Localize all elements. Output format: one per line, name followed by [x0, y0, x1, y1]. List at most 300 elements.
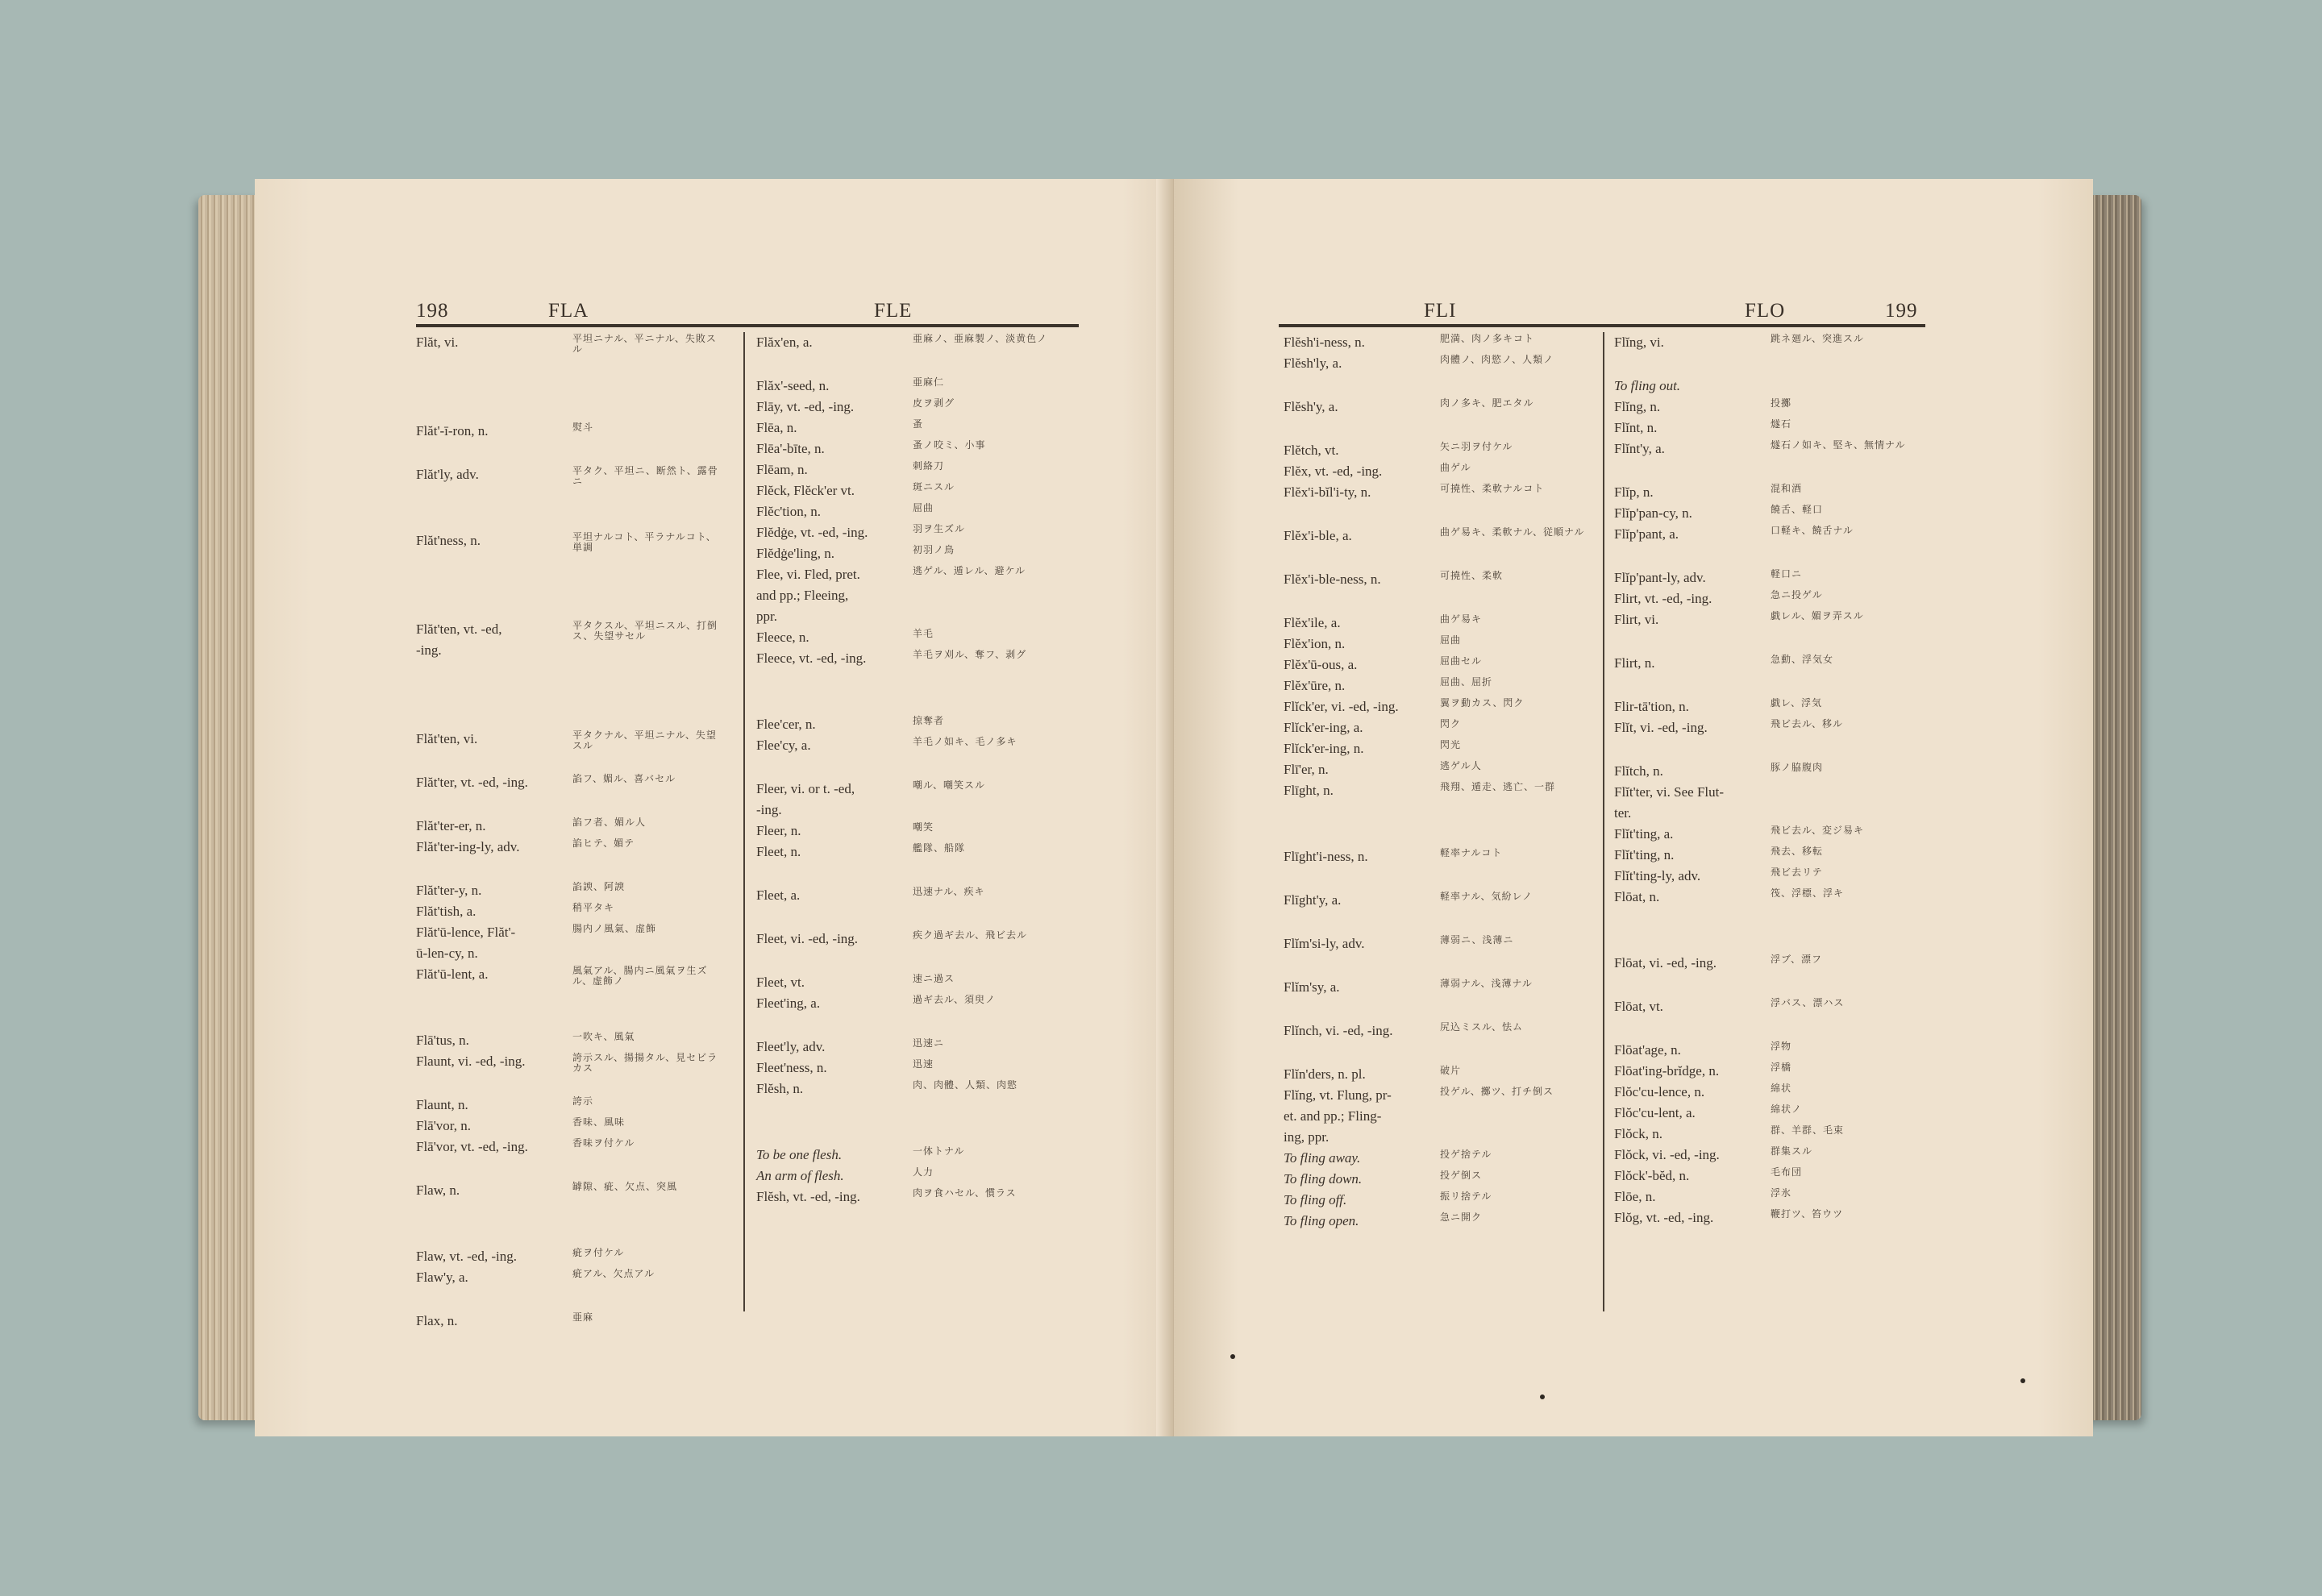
page-number: 199: [1885, 300, 1918, 322]
japanese-gloss: 飛ビ去リテ: [1771, 867, 1823, 878]
dictionary-entry: [756, 993, 1103, 1014]
japanese-gloss: 艦隊、船隊: [913, 842, 966, 854]
japanese-gloss: 筏、浮標、浮キ: [1771, 887, 1845, 899]
headword: Flĕx'i-bĭl'i-ty, n.: [1284, 484, 1371, 500]
japanese-gloss: 亜麻ノ、亜麻製ノ、淡黄色ノ: [913, 333, 1048, 344]
japanese-gloss: 豚ノ脇腹肉: [1771, 762, 1824, 773]
dictionary-entry: [1614, 438, 1961, 459]
column-rule: [743, 332, 745, 1311]
dictionary-entry: [1284, 675, 1630, 696]
dictionary-entry: [756, 929, 1103, 950]
headword: ppr.: [756, 609, 777, 624]
headword: Flĕdġe, vt. -ed, -ing.: [756, 525, 868, 540]
japanese-gloss: 疾ク過ギ去ル、飛ビ去ル: [913, 929, 1028, 941]
headword: Flĭt'ting-ly, adv.: [1614, 868, 1701, 883]
dictionary-entry: [1284, 440, 1630, 461]
dictionary-entry: [1284, 634, 1630, 655]
headword: -ing.: [416, 642, 442, 658]
dictionary-entry: [756, 735, 1103, 756]
headword: To fling down.: [1284, 1171, 1363, 1187]
japanese-gloss: 饒舌、軽口: [1771, 504, 1824, 515]
japanese-gloss: 迅速ナル、疾キ: [913, 886, 985, 897]
japanese-gloss: 屈曲、屈折: [1440, 676, 1493, 688]
japanese-gloss: 香味、風味: [572, 1116, 626, 1128]
dictionary-entry: [416, 729, 763, 750]
dictionary-entry: [1284, 846, 1630, 867]
japanese-gloss: 急ニ開ク: [1440, 1212, 1483, 1223]
japanese-gloss: 平タクナル、平坦ニナル、失望スル: [572, 729, 717, 751]
headword: Flŏg, vt. -ed, -ing.: [1614, 1210, 1714, 1225]
japanese-gloss: 迅速ニ: [913, 1037, 945, 1049]
japanese-gloss: 閃光: [1440, 739, 1462, 750]
dictionary-entry: [1284, 353, 1630, 374]
japanese-gloss: 口軽キ、饒舌ナル: [1771, 525, 1854, 536]
japanese-gloss: 群、羊群、毛束: [1771, 1124, 1845, 1136]
dictionary-entry: [1614, 332, 1961, 353]
headword: Flŏc'cu-lent, a.: [1614, 1105, 1696, 1120]
japanese-gloss: 過ギ去ル、須臾ノ: [913, 994, 997, 1005]
japanese-gloss: 肉ノ多キ、肥エタル: [1440, 397, 1534, 409]
japanese-gloss: 刺絡刀: [913, 460, 945, 472]
headword: Flēa, n.: [756, 420, 797, 435]
right-column-1: [1284, 332, 1630, 1232]
guide-word-first: FLA: [548, 300, 589, 322]
headword: ter.: [1614, 805, 1632, 821]
headword: Flī'er, n.: [1284, 762, 1329, 777]
japanese-gloss: 翼ヲ動カス、閃ク: [1440, 697, 1525, 709]
dictionary-entry: [416, 421, 763, 442]
dictionary-entry: [1614, 845, 1961, 866]
dictionary-entry: [1614, 761, 1961, 782]
headword: An arm of flesh.: [756, 1168, 844, 1183]
japanese-gloss: 曲ゲル: [1440, 462, 1471, 473]
right-page: [1174, 179, 2093, 1436]
japanese-gloss: 鞭打ツ、笞ウツ: [1771, 1208, 1844, 1220]
japanese-gloss: 軽口ニ: [1771, 568, 1803, 580]
dictionary-entry: [1284, 461, 1630, 482]
running-head-right: [1279, 297, 1925, 327]
japanese-gloss: 浮バス、漂ハス: [1771, 997, 1845, 1008]
headword: Flĭng, vt. Flung, pr-: [1284, 1087, 1392, 1103]
headword: Flăt'ter-ing-ly, adv.: [416, 839, 520, 854]
dictionary-entry: [756, 332, 1103, 353]
japanese-gloss: 浮氷: [1771, 1187, 1792, 1199]
dictionary-entry: [1284, 1211, 1630, 1232]
headword: Fleet'ness, n.: [756, 1060, 827, 1075]
dictionary-entry: [416, 1051, 763, 1072]
headword: Flĭp'pan-cy, n.: [1614, 505, 1692, 521]
dictionary-entry: [1614, 803, 1961, 824]
japanese-gloss: 跳ネ廻ル、突進スル: [1771, 333, 1865, 344]
japanese-gloss: 浮ブ、漂フ: [1771, 954, 1823, 965]
japanese-gloss: 平タクスル、平坦ニスル、打倒ス、失望サセル: [572, 620, 718, 642]
headword: To fling away.: [1284, 1150, 1361, 1166]
dictionary-entry: [1614, 1124, 1961, 1145]
headword: Flā'tus, n.: [416, 1033, 469, 1048]
headword: Flĕx'ūre, n.: [1284, 678, 1346, 693]
headword: -ing.: [756, 802, 782, 817]
left-page: [255, 179, 1198, 1436]
headword: Flăt, vi.: [416, 335, 459, 350]
dictionary-entry: [756, 585, 1103, 606]
headword: Flĭt, vi. -ed, -ing.: [1614, 720, 1708, 735]
japanese-gloss: 逃ゲル、遁レル、避ケル: [913, 565, 1026, 576]
japanese-gloss: 逃ゲル人: [1440, 760, 1482, 771]
headword: Flăt'ten, vt. -ed,: [416, 621, 502, 637]
headword: Flĭn'ders, n. pl.: [1284, 1066, 1366, 1082]
japanese-gloss: 浮橋: [1771, 1062, 1792, 1073]
headword: Flĕsh'y, a.: [1284, 399, 1338, 414]
page-number: 198: [416, 300, 449, 322]
headword: Fleet, vt.: [756, 975, 805, 990]
japanese-gloss: 戯レ、浮気: [1771, 697, 1823, 709]
headword: ū-len-cy, n.: [416, 946, 478, 961]
right-column-2: [1614, 332, 1961, 1228]
dictionary-entry: [756, 1079, 1103, 1099]
headword: Flir-tā'tion, n.: [1614, 699, 1689, 714]
japanese-gloss: 諂諛、阿諛: [572, 881, 626, 892]
headword: Fleece, n.: [756, 630, 809, 645]
japanese-gloss: 羊毛ヲ刈ル、奪フ、剥グ: [913, 649, 1027, 660]
guide-word-first: FLI: [1424, 300, 1457, 322]
dictionary-entry: [1284, 1148, 1630, 1169]
japanese-gloss: 薄弱ニ、浅薄ニ: [1440, 934, 1514, 946]
headword: Flax, n.: [416, 1313, 458, 1328]
headword: et. and pp.; Fling-: [1284, 1108, 1382, 1124]
headword: Flĭng, vi.: [1614, 335, 1664, 350]
dictionary-entry: [1284, 759, 1630, 780]
headword: Flĕx'ile, a.: [1284, 615, 1341, 630]
dictionary-entry: [1614, 609, 1961, 630]
headword: Flĕsh, n.: [756, 1081, 804, 1096]
headword: Flōat'ing-brĭdge, n.: [1614, 1063, 1720, 1079]
dictionary-entry: [756, 543, 1103, 564]
headword: Flĭnt, n.: [1614, 420, 1658, 435]
headword: Flōat, vt.: [1614, 999, 1663, 1014]
dictionary-entry: [416, 1246, 763, 1267]
japanese-gloss: 可撓性、柔軟ナルコト: [1440, 483, 1545, 494]
headword: Flăt'ter-er, n.: [416, 818, 486, 833]
japanese-gloss: 嘲笑: [913, 821, 934, 833]
headword: Flăt'ū-lence, Flăt'-: [416, 925, 516, 940]
headword: Flĕx'i-ble, a.: [1284, 528, 1352, 543]
dictionary-entry: [1284, 1190, 1630, 1211]
dictionary-entry: [756, 480, 1103, 501]
dictionary-entry: [1614, 1207, 1961, 1228]
headword: Flĕdġe'ling, n.: [756, 546, 835, 561]
guide-word-last: FLE: [874, 300, 913, 322]
dictionary-entry: [1284, 655, 1630, 675]
headword: ing, ppr.: [1284, 1129, 1330, 1145]
headword: Flĭm'si-ly, adv.: [1284, 936, 1365, 951]
dictionary-entry: [1284, 717, 1630, 738]
dictionary-entry: [756, 418, 1103, 438]
japanese-gloss: 腸内ノ風氣、虚飾: [572, 923, 657, 934]
headword: Flĭck'er-ing, n.: [1284, 741, 1364, 756]
japanese-gloss: 人力: [913, 1166, 934, 1178]
headword: Flirt, n.: [1614, 655, 1655, 671]
headword: Flōat, vi. -ed, -ing.: [1614, 955, 1717, 970]
japanese-gloss: 罅隙、疵、欠点、突風: [572, 1181, 678, 1192]
japanese-gloss: 平坦ナルコト、平ラナルコト、単調: [572, 531, 717, 553]
dictionary-entry: [1614, 588, 1961, 609]
dictionary-entry: [416, 1030, 763, 1051]
headword: Fleet, vi. -ed, -ing.: [756, 931, 859, 946]
japanese-gloss: 初羽ノ鳥: [913, 544, 955, 555]
japanese-gloss: 誇示スル、揚揚タル、見セビラカス: [572, 1052, 718, 1074]
running-head-left: [416, 297, 1079, 327]
headword: Flŏc'cu-lence, n.: [1614, 1084, 1705, 1099]
japanese-gloss: 疵ヲ付ケル: [572, 1247, 625, 1258]
headword: Flĕx, vt. -ed, -ing.: [1284, 463, 1383, 479]
dictionary-entry: [1284, 482, 1630, 503]
japanese-gloss: 曲ゲ易キ: [1440, 613, 1483, 625]
headword: Flăx'-seed, n.: [756, 378, 830, 393]
headword: Flaunt, n.: [416, 1097, 468, 1112]
japanese-gloss: 戯レル、媚ヲ弄スル: [1771, 610, 1864, 621]
dictionary-entry: [1284, 397, 1630, 418]
dictionary-entry: [1614, 418, 1961, 438]
headword: Flaw, n.: [416, 1182, 460, 1198]
dictionary-entry: [1614, 1187, 1961, 1207]
headword: Flăt'ten, vi.: [416, 731, 478, 746]
headword: Flaunt, vi. -ed, -ing.: [416, 1054, 526, 1069]
japanese-gloss: 誇示: [572, 1095, 594, 1107]
headword: Flĭt'ting, n.: [1614, 847, 1675, 862]
dictionary-entry: [1284, 696, 1630, 717]
japanese-gloss: 曲ゲ易キ、柔軟ナル、従順ナル: [1440, 526, 1585, 538]
dictionary-entry: [1614, 824, 1961, 845]
dictionary-entry: [1614, 866, 1961, 887]
dictionary-entry: [1284, 1020, 1630, 1041]
dictionary-entry: [756, 885, 1103, 906]
dictionary-entry: [1614, 376, 1961, 397]
headword: Flĭp'pant-ly, adv.: [1614, 570, 1706, 585]
japanese-gloss: 羽ヲ生ズル: [913, 523, 966, 534]
dictionary-entry: [1284, 332, 1630, 353]
headword: Flĕsh'i-ness, n.: [1284, 335, 1365, 350]
headword: Flēam, n.: [756, 462, 808, 477]
dictionary-entry: [756, 714, 1103, 735]
headword: Flĭm'sy, a.: [1284, 979, 1340, 995]
dictionary-entry: [416, 332, 763, 353]
japanese-gloss: 諂フ者、媚ル人: [572, 817, 647, 828]
headword: Flĕsh'ly, a.: [1284, 355, 1342, 371]
headword: Flĕc'tion, n.: [756, 504, 822, 519]
japanese-gloss: 平タク、平坦ニ、断然ト、露骨ニ: [572, 465, 718, 487]
dictionary-entry: [416, 816, 763, 837]
headword: Flĕx'ū-ous, a.: [1284, 657, 1358, 672]
dictionary-entry: [756, 779, 1103, 800]
dictionary-entry: [416, 1095, 763, 1116]
dictionary-entry: [1614, 1061, 1961, 1082]
headword: Fleer, vi. or t. -ed,: [756, 781, 855, 796]
japanese-gloss: 急動、浮気女: [1771, 654, 1834, 665]
dictionary-entry: [756, 1037, 1103, 1058]
headword: Fleet, n.: [756, 844, 801, 859]
headword: Flaw'y, a.: [416, 1270, 468, 1285]
headword: Flĭnt'y, a.: [1614, 441, 1665, 456]
speck: [1540, 1394, 1545, 1399]
dictionary-entry: [756, 627, 1103, 648]
headword: Flĕtch, vt.: [1284, 443, 1339, 458]
headword: Flĕx'ion, n.: [1284, 636, 1346, 651]
japanese-gloss: 斑ニスル: [913, 481, 955, 493]
dictionary-entry: [1614, 696, 1961, 717]
japanese-gloss: 飛ビ去ル、変ジ易キ: [1771, 825, 1865, 836]
dictionary-entry: [756, 501, 1103, 522]
japanese-gloss: 燧石ノ如キ、堅キ、無情ナル: [1771, 439, 1906, 451]
japanese-gloss: 迅速: [913, 1058, 934, 1070]
japanese-gloss: 閃ク: [1440, 718, 1462, 729]
headword: and pp.; Fleeing,: [756, 588, 849, 603]
headword: Flirt, vt. -ed, -ing.: [1614, 591, 1712, 606]
dictionary-entry: [1614, 782, 1961, 803]
japanese-gloss: 亜麻仁: [913, 376, 945, 388]
headword: Flĭp, n.: [1614, 484, 1654, 500]
dictionary-entry: [1614, 524, 1961, 545]
japanese-gloss: 風氣アル、腸内ニ風氣ヲ生ズル、虚飾ノ: [572, 965, 708, 987]
headword: Flirt, vi.: [1614, 612, 1659, 627]
dictionary-entry: [1284, 1127, 1630, 1148]
japanese-gloss: 投ゲ捨テル: [1440, 1149, 1492, 1160]
dictionary-entry: [756, 1145, 1103, 1166]
headword: To fling out.: [1614, 378, 1681, 393]
dictionary-entry: [756, 800, 1103, 821]
dictionary-entry: [1284, 569, 1630, 590]
headword: Flăt'ter, vt. -ed, -ing.: [416, 775, 528, 790]
dictionary-entry: [416, 837, 763, 858]
japanese-gloss: 尻込ミスル、怯ム: [1440, 1021, 1524, 1033]
japanese-gloss: 嘲ル、嘲笑スル: [913, 779, 986, 791]
dictionary-entry: [756, 522, 1103, 543]
dictionary-entry: [756, 972, 1103, 993]
japanese-gloss: 軽率ナル、気紛レノ: [1440, 891, 1533, 902]
headword: Fleer, n.: [756, 823, 801, 838]
dictionary-entry: [1614, 717, 1961, 738]
dictionary-entry: [1614, 996, 1961, 1017]
headword: Flăt'tish, a.: [416, 904, 476, 919]
japanese-gloss: 混和酒: [1771, 483, 1803, 494]
dictionary-entry: [1614, 503, 1961, 524]
dictionary-entry: [416, 640, 763, 661]
headword: Fleet'ing, a.: [756, 995, 821, 1011]
headword: Flee, vi. Fled, pret.: [756, 567, 860, 582]
dictionary-entry: [1614, 397, 1961, 418]
dictionary-entry: [416, 1267, 763, 1288]
headword: Flīght'y, a.: [1284, 892, 1342, 908]
japanese-gloss: 熨斗: [572, 422, 594, 433]
dictionary-entry: [1614, 887, 1961, 908]
japanese-gloss: 投ゲル、擲ツ、打チ倒ス: [1440, 1086, 1554, 1097]
dictionary-entry: [416, 1116, 763, 1137]
dictionary-entry: [416, 464, 763, 485]
dictionary-entry: [756, 438, 1103, 459]
dictionary-entry: [1614, 1166, 1961, 1187]
headword: Flĕx'i-ble-ness, n.: [1284, 571, 1381, 587]
dictionary-entry: [416, 1180, 763, 1201]
headword: Flĕck, Flĕck'er vt.: [756, 483, 855, 498]
speck: [1230, 1354, 1235, 1359]
headword: Flīght, n.: [1284, 783, 1334, 798]
headword: Flăx'en, a.: [756, 335, 813, 350]
headword: Flĭt'ter, vi. See Flut-: [1614, 784, 1725, 800]
dictionary-entry: [1284, 738, 1630, 759]
dictionary-entry: [756, 606, 1103, 627]
dictionary-entry: [1614, 1082, 1961, 1103]
headword: Flăt'ter-y, n.: [416, 883, 482, 898]
headword: Flăt'ly, adv.: [416, 467, 479, 482]
japanese-gloss: 肉體ノ、肉慾ノ、人類ノ: [1440, 354, 1554, 365]
headword: Flēa'-bīte, n.: [756, 441, 825, 456]
japanese-gloss: 平坦ニナル、平ニナル、失敗スル: [572, 333, 717, 355]
japanese-gloss: 掠奪者: [913, 715, 945, 726]
dictionary-entry: [416, 1311, 763, 1332]
japanese-gloss: 屈曲セル: [1440, 655, 1483, 667]
dictionary-entry: [1284, 613, 1630, 634]
japanese-gloss: 一体トナル: [913, 1145, 965, 1157]
dictionary-entry: [1614, 1040, 1961, 1061]
headword: Flĭck'er-ing, a.: [1284, 720, 1363, 735]
japanese-gloss: 屈曲: [1440, 634, 1462, 646]
headword: Flīght'i-ness, n.: [1284, 849, 1368, 864]
dictionary-entry: [1614, 953, 1961, 974]
dictionary-entry: [1284, 933, 1630, 954]
dictionary-entry: [1614, 1145, 1961, 1166]
guide-word-last: FLO: [1745, 300, 1786, 322]
japanese-gloss: 軽率ナルコト: [1440, 847, 1503, 858]
headword: Flŏck, n.: [1614, 1126, 1662, 1141]
dictionary-entry: [1284, 1106, 1630, 1127]
japanese-gloss: 毛布団: [1771, 1166, 1803, 1178]
headword: Flāy, vt. -ed, -ing.: [756, 399, 855, 414]
japanese-gloss: 群集スル: [1771, 1145, 1813, 1157]
dictionary-entry: [1284, 780, 1630, 801]
dictionary-entry: [756, 842, 1103, 862]
headword: Flaw, vt. -ed, -ing.: [416, 1249, 517, 1264]
japanese-gloss: 燧石: [1771, 418, 1792, 430]
headword: Flĭck'er, vi. -ed, -ing.: [1284, 699, 1399, 714]
japanese-gloss: 羊毛ノ如キ、毛ノ多キ: [913, 736, 1017, 747]
headword: Flŏck'-bĕd, n.: [1614, 1168, 1690, 1183]
japanese-gloss: 諂ヒテ、媚テ: [572, 837, 635, 849]
headword: To fling open.: [1284, 1213, 1359, 1228]
japanese-gloss: 浮物: [1771, 1041, 1792, 1052]
japanese-gloss: 亜麻: [572, 1311, 594, 1323]
headword: Flĭp'pant, a.: [1614, 526, 1679, 542]
open-book: [198, 179, 2141, 1436]
dictionary-entry: [756, 821, 1103, 842]
headword: Flăt'ness, n.: [416, 533, 481, 548]
dictionary-entry: [756, 1187, 1103, 1207]
dictionary-entry: [756, 648, 1103, 669]
headword: Flăt'-ī-ron, n.: [416, 423, 489, 438]
japanese-gloss: 可撓性、柔軟: [1440, 570, 1504, 581]
dictionary-entry: [1284, 890, 1630, 911]
dictionary-entry: [416, 1137, 763, 1158]
dictionary-entry: [1614, 1103, 1961, 1124]
japanese-gloss: 破片: [1440, 1065, 1462, 1076]
headword: Flĭnch, vi. -ed, -ing.: [1284, 1023, 1393, 1038]
japanese-gloss: 投ゲ倒ス: [1440, 1170, 1483, 1181]
japanese-gloss: 蚤ノ咬ミ、小事: [913, 439, 986, 451]
japanese-gloss: 急ニ投ゲル: [1771, 589, 1823, 601]
japanese-gloss: 疵アル、欠点アル: [572, 1268, 655, 1279]
japanese-gloss: 振リ捨テル: [1440, 1191, 1492, 1202]
headword: Flĭng, n.: [1614, 399, 1661, 414]
dictionary-entry: [756, 564, 1103, 585]
speck: [2020, 1378, 2025, 1383]
